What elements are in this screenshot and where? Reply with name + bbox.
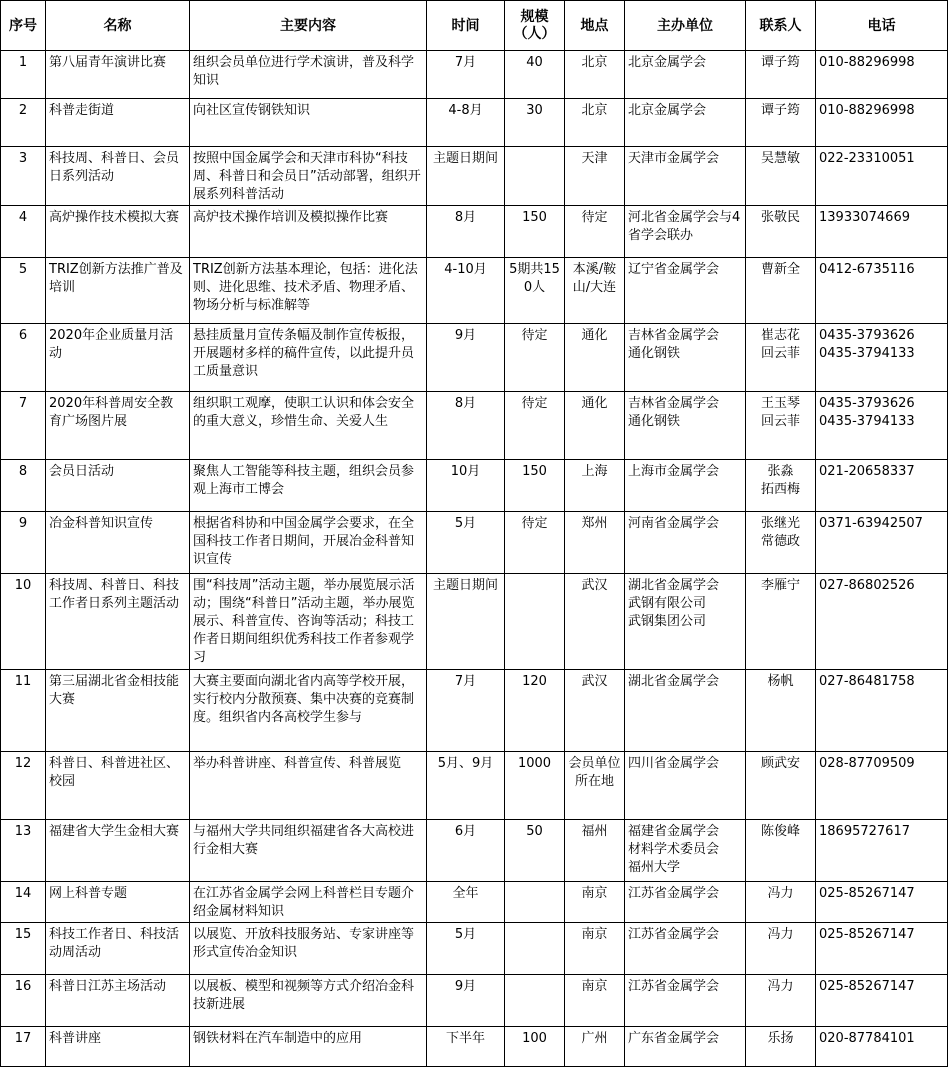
row-content: 悬挂质量月宣传条幅及制作宣传板报，开展题材多样的稿件宣传，以此提升员工质量意识 <box>190 324 427 392</box>
header-name: 名称 <box>46 1 190 51</box>
row-content: 大赛主要面向湖北省内高等学校开展，实行校内分散预赛、集中决赛的竞赛制度。组织省内各高校学生参与 <box>190 670 427 752</box>
row-place: 北京 <box>565 99 625 147</box>
table-row <box>1 1027 948 1067</box>
row-content: 向社区宣传钢铁知识 <box>190 99 427 147</box>
row-place: 通化 <box>565 324 625 392</box>
row-name: 科普日、科普进社区、校园 <box>46 752 190 820</box>
row-contact: 吴慧敏 <box>746 147 816 206</box>
row-time: 6月 <box>427 820 505 882</box>
row-contact: 冯力 <box>746 882 816 923</box>
row-contact: 张继光 常德政 <box>746 512 816 574</box>
header-no: 序号 <box>1 1 46 51</box>
table-row <box>1 670 948 752</box>
row-scale: 120 <box>505 670 565 752</box>
row-no: 12 <box>1 752 46 820</box>
row-place: 南京 <box>565 882 625 923</box>
header-org: 主办单位 <box>625 1 746 51</box>
row-content: 围“科技周”活动主题，举办展览展示活动；围绕“科普日”活动主题，举办展览展示、科普宣传、咨询等活动；科技工作者日期间组织优秀科技工作者参观学习 <box>190 574 427 670</box>
row-org: 四川省金属学会 <box>625 752 746 820</box>
row-content: 组织职工观摩，使职工认识和体会安全的重大意义，珍惜生命、关爱人生 <box>190 392 427 460</box>
row-scale: 150 <box>505 206 565 258</box>
row-phone: 027-86802526 <box>816 574 948 670</box>
row-scale: 待定 <box>505 512 565 574</box>
row-place: 天津 <box>565 147 625 206</box>
row-phone: 028-87709509 <box>816 752 948 820</box>
row-contact: 张淼 拓西梅 <box>746 460 816 512</box>
row-time: 主题日期间 <box>427 574 505 670</box>
row-scale <box>505 147 565 206</box>
row-name: 科普日江苏主场活动 <box>46 975 190 1027</box>
row-contact: 李雁宁 <box>746 574 816 670</box>
row-org: 江苏省金属学会 <box>625 882 746 923</box>
row-name: 科技周、科普日、科技工作者日系列主题活动 <box>46 574 190 670</box>
row-place: 广州 <box>565 1027 625 1067</box>
row-place: 武汉 <box>565 670 625 752</box>
row-contact: 顾武安 <box>746 752 816 820</box>
row-scale: 40 <box>505 51 565 99</box>
row-place: 郑州 <box>565 512 625 574</box>
row-content: 组织会员单位进行学术演讲，普及科学知识 <box>190 51 427 99</box>
row-phone: 021-20658337 <box>816 460 948 512</box>
table-row <box>1 258 948 324</box>
row-time: 9月 <box>427 975 505 1027</box>
table-row <box>1 820 948 882</box>
row-content: TRIZ创新方法基本理论，包括：进化法则、进化思维、技术矛盾、物理矛盾、物场分析与标准解等 <box>190 258 427 324</box>
row-org: 福建省金属学会 材料学术委员会 福州大学 <box>625 820 746 882</box>
row-contact: 曹新全 <box>746 258 816 324</box>
row-no: 2 <box>1 99 46 147</box>
row-scale: 50 <box>505 820 565 882</box>
row-content: 在江苏省金属学会网上科普栏目专题介绍金属材料知识 <box>190 882 427 923</box>
row-place: 通化 <box>565 392 625 460</box>
table-row <box>1 752 948 820</box>
row-org: 江苏省金属学会 <box>625 923 746 975</box>
row-name: TRIZ创新方法推广普及培训 <box>46 258 190 324</box>
row-place: 北京 <box>565 51 625 99</box>
row-content: 举办科普讲座、科普宣传、科普展览 <box>190 752 427 820</box>
row-name: 2020年企业质量月活动 <box>46 324 190 392</box>
table-row <box>1 324 948 392</box>
row-time: 5月、9月 <box>427 752 505 820</box>
row-no: 6 <box>1 324 46 392</box>
row-place: 会员单位所在地 <box>565 752 625 820</box>
row-org: 吉林省金属学会 通化钢铁 <box>625 392 746 460</box>
row-time: 4-8月 <box>427 99 505 147</box>
row-scale <box>505 923 565 975</box>
row-no: 5 <box>1 258 46 324</box>
row-org: 湖北省金属学会 <box>625 670 746 752</box>
row-time: 9月 <box>427 324 505 392</box>
row-no: 7 <box>1 392 46 460</box>
row-no: 1 <box>1 51 46 99</box>
row-time: 下半年 <box>427 1027 505 1067</box>
header-scale: 规模 （人） <box>505 1 565 51</box>
row-name: 网上科普专题 <box>46 882 190 923</box>
row-phone: 022-23310051 <box>816 147 948 206</box>
row-name: 2020年科普周安全教育广场图片展 <box>46 392 190 460</box>
row-name: 第八届青年演讲比赛 <box>46 51 190 99</box>
row-phone: 0412-6735116 <box>816 258 948 324</box>
table-row <box>1 923 948 975</box>
row-no: 14 <box>1 882 46 923</box>
row-contact: 谭子筠 <box>746 99 816 147</box>
row-phone: 0371-63942507 <box>816 512 948 574</box>
row-scale: 1000 <box>505 752 565 820</box>
row-no: 11 <box>1 670 46 752</box>
row-phone: 025-85267147 <box>816 882 948 923</box>
row-phone: 025-85267147 <box>816 975 948 1027</box>
row-place: 待定 <box>565 206 625 258</box>
row-name: 福建省大学生金相大赛 <box>46 820 190 882</box>
table-row <box>1 460 948 512</box>
row-phone: 0435-3793626 0435-3794133 <box>816 392 948 460</box>
table-row <box>1 975 948 1027</box>
row-phone: 025-85267147 <box>816 923 948 975</box>
row-scale <box>505 882 565 923</box>
row-name: 冶金科普知识宣传 <box>46 512 190 574</box>
row-org: 湖北省金属学会 武钢有限公司 武钢集团公司 <box>625 574 746 670</box>
row-name: 高炉操作技术模拟大赛 <box>46 206 190 258</box>
row-phone: 027-86481758 <box>816 670 948 752</box>
header-phone: 电话 <box>816 1 948 51</box>
row-time: 4-10月 <box>427 258 505 324</box>
row-contact: 王玉琴 回云菲 <box>746 392 816 460</box>
row-place: 福州 <box>565 820 625 882</box>
row-no: 16 <box>1 975 46 1027</box>
row-time: 10月 <box>427 460 505 512</box>
row-scale: 5期共150人 <box>505 258 565 324</box>
table-row <box>1 147 948 206</box>
table-row <box>1 574 948 670</box>
row-org: 北京金属学会 <box>625 51 746 99</box>
row-time: 7月 <box>427 670 505 752</box>
row-scale: 100 <box>505 1027 565 1067</box>
header-row <box>1 1 948 51</box>
header-time: 时间 <box>427 1 505 51</box>
row-place: 南京 <box>565 923 625 975</box>
row-time: 主题日期间 <box>427 147 505 206</box>
row-phone: 010-88296998 <box>816 99 948 147</box>
row-scale <box>505 975 565 1027</box>
row-phone: 020-87784101 <box>816 1027 948 1067</box>
row-place: 武汉 <box>565 574 625 670</box>
row-org: 辽宁省金属学会 <box>625 258 746 324</box>
row-org: 广东省金属学会 <box>625 1027 746 1067</box>
row-name: 会员日活动 <box>46 460 190 512</box>
row-scale <box>505 574 565 670</box>
row-content: 以展览、开放科技服务站、专家讲座等形式宣传冶金知识 <box>190 923 427 975</box>
row-time: 5月 <box>427 512 505 574</box>
table-row <box>1 392 948 460</box>
table-row <box>1 882 948 923</box>
row-no: 4 <box>1 206 46 258</box>
row-contact: 杨帆 <box>746 670 816 752</box>
row-scale: 待定 <box>505 324 565 392</box>
row-org: 河南省金属学会 <box>625 512 746 574</box>
row-place: 上海 <box>565 460 625 512</box>
row-no: 13 <box>1 820 46 882</box>
row-org: 天津市金属学会 <box>625 147 746 206</box>
row-content: 与福州大学共同组织福建省各大高校进行金相大赛 <box>190 820 427 882</box>
row-org: 江苏省金属学会 <box>625 975 746 1027</box>
row-content: 以展板、模型和视频等方式介绍冶金科技新进展 <box>190 975 427 1027</box>
row-contact: 陈俊峰 <box>746 820 816 882</box>
row-phone: 13933074669 <box>816 206 948 258</box>
row-no: 8 <box>1 460 46 512</box>
row-no: 10 <box>1 574 46 670</box>
row-name: 科技工作者日、科技活动周活动 <box>46 923 190 975</box>
row-org: 河北省金属学会与4省学会联办 <box>625 206 746 258</box>
row-no: 17 <box>1 1027 46 1067</box>
row-scale: 待定 <box>505 392 565 460</box>
row-contact: 谭子筠 <box>746 51 816 99</box>
row-org: 吉林省金属学会 通化钢铁 <box>625 324 746 392</box>
row-no: 3 <box>1 147 46 206</box>
row-content: 根据省科协和中国金属学会要求，在全国科技工作者日期间，开展冶金科普知识宣传 <box>190 512 427 574</box>
row-contact: 乐扬 <box>746 1027 816 1067</box>
header-content: 主要内容 <box>190 1 427 51</box>
table-row <box>1 512 948 574</box>
row-org: 北京金属学会 <box>625 99 746 147</box>
table-row <box>1 99 948 147</box>
row-no: 15 <box>1 923 46 975</box>
header-place: 地点 <box>565 1 625 51</box>
row-scale: 30 <box>505 99 565 147</box>
row-content: 钢铁材料在汽车制造中的应用 <box>190 1027 427 1067</box>
row-contact: 冯力 <box>746 923 816 975</box>
row-name: 科普走街道 <box>46 99 190 147</box>
row-phone: 0435-3793626 0435-3794133 <box>816 324 948 392</box>
row-no: 9 <box>1 512 46 574</box>
table-row <box>1 51 948 99</box>
row-phone: 010-88296998 <box>816 51 948 99</box>
row-time: 8月 <box>427 392 505 460</box>
row-time: 7月 <box>427 51 505 99</box>
row-place: 本溪/鞍山/大连 <box>565 258 625 324</box>
row-time: 全年 <box>427 882 505 923</box>
row-scale: 150 <box>505 460 565 512</box>
row-content: 高炉技术操作培训及模拟操作比赛 <box>190 206 427 258</box>
row-org: 上海市金属学会 <box>625 460 746 512</box>
table-row <box>1 206 948 258</box>
row-place: 南京 <box>565 975 625 1027</box>
row-time: 8月 <box>427 206 505 258</box>
header-contact: 联系人 <box>746 1 816 51</box>
row-name: 科技周、科普日、会员日系列活动 <box>46 147 190 206</box>
row-contact: 崔志花 回云菲 <box>746 324 816 392</box>
row-contact: 张敬民 <box>746 206 816 258</box>
row-contact: 冯力 <box>746 975 816 1027</box>
row-content: 聚焦人工智能等科技主题，组织会员参观上海市工博会 <box>190 460 427 512</box>
row-name: 第三届湖北省金相技能大赛 <box>46 670 190 752</box>
row-content: 按照中国金属学会和天津市科协“科技周、科普日和会员日”活动部署，组织开展系列科普活动 <box>190 147 427 206</box>
row-phone: 18695727617 <box>816 820 948 882</box>
row-name: 科普讲座 <box>46 1027 190 1067</box>
row-time: 5月 <box>427 923 505 975</box>
